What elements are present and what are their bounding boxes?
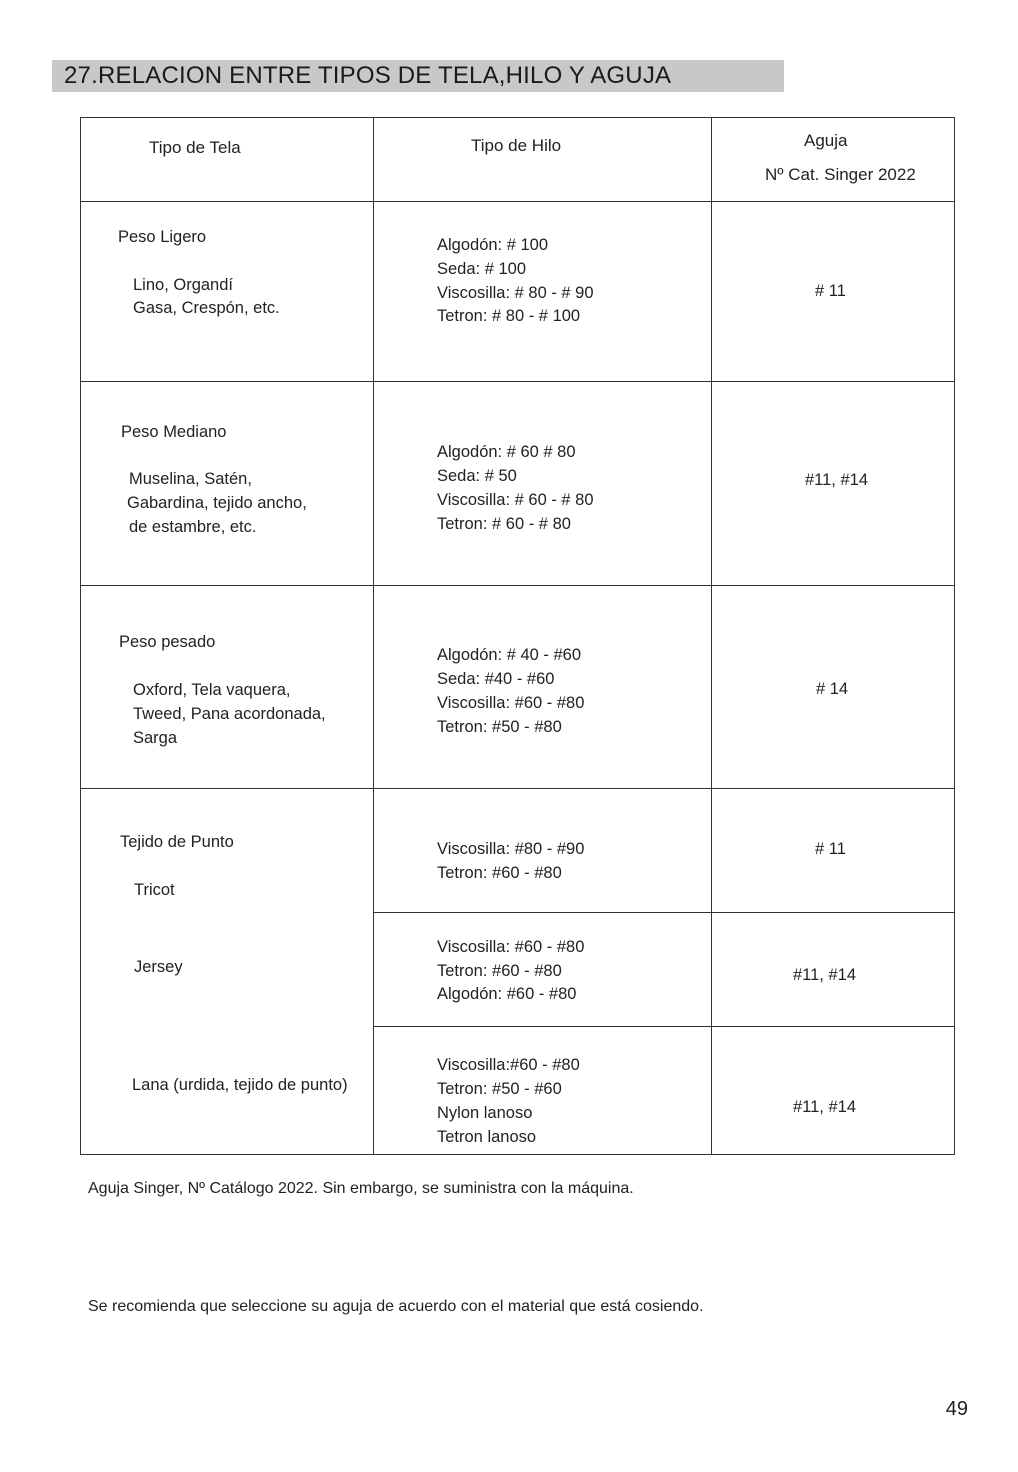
thread-spec: Tetron: #50 - #80 xyxy=(437,718,562,736)
fabric-examples: Gasa, Crespón, etc. xyxy=(133,299,280,317)
subrow-divider xyxy=(373,912,954,913)
thread-spec: Viscosilla: # 60 - # 80 xyxy=(437,491,594,509)
footnote-needle-recommendation: Se recomienda que seleccione su aguja de acuerdo con el material que está cosiendo. xyxy=(88,1298,704,1315)
thread-spec: Tetron: #50 - #60 xyxy=(437,1080,562,1098)
fabric-weight-title: Tejido de Punto xyxy=(120,833,234,851)
fabric-examples: Oxford, Tela vaquera, xyxy=(133,681,291,699)
knit-fabric-type: Tricot xyxy=(134,881,175,899)
section-title-bar xyxy=(52,60,784,92)
header-needle: Aguja xyxy=(804,131,848,150)
needle-size: # 11 xyxy=(815,282,846,300)
page-number: 49 xyxy=(945,1398,968,1420)
needle-size: #11, #14 xyxy=(793,1098,857,1116)
knit-fabric-type: Jersey xyxy=(134,958,183,976)
column-divider xyxy=(711,118,712,1154)
fabric-examples: Lino, Organdí xyxy=(133,276,233,294)
fabric-weight-title: Peso Mediano xyxy=(121,423,227,441)
footnote-needle-catalog: Aguja Singer, Nº Catálogo 2022. Sin embargo, se suministra con la máquina. xyxy=(88,1180,634,1197)
thread-spec: Algodón: # 40 - #60 xyxy=(437,646,582,664)
thread-spec: Tetron lanoso xyxy=(437,1128,537,1146)
row-divider xyxy=(81,788,954,789)
fabric-weight-title: Peso Ligero xyxy=(118,228,207,246)
thread-spec: Tetron: # 80 - # 100 xyxy=(437,307,581,325)
needle-size: #11, #14 xyxy=(805,471,869,489)
header-fabric: Tipo de Tela xyxy=(149,138,241,157)
thread-spec: Tetron: #60 - #80 xyxy=(437,864,562,882)
thread-spec: Seda: # 50 xyxy=(437,467,517,485)
thread-spec: Viscosilla:#60 - #80 xyxy=(437,1056,580,1074)
row-divider xyxy=(81,201,954,202)
fabric-examples: Sarga xyxy=(133,729,178,747)
needle-size: # 11 xyxy=(815,840,846,858)
thread-spec: Tetron: # 60 - # 80 xyxy=(437,515,571,533)
thread-spec: Tetron: #60 - #80 xyxy=(437,962,562,980)
needle-size: #11, #14 xyxy=(793,966,857,984)
thread-spec: Algodón: # 100 xyxy=(437,236,549,254)
thread-spec: Viscosilla: #60 - #80 xyxy=(437,938,585,956)
thread-spec: Viscosilla: # 80 - # 90 xyxy=(437,284,594,302)
thread-spec: Algodón: # 60 # 80 xyxy=(437,443,576,461)
header-thread: Tipo de Hilo xyxy=(471,136,562,155)
fabric-examples: Gabardina, tejido ancho, xyxy=(127,494,307,512)
row-divider xyxy=(81,585,954,586)
header-needle-catalog: Nº Cat. Singer 2022 xyxy=(765,165,916,184)
thread-spec: Algodón: #60 - #80 xyxy=(437,985,577,1003)
thread-spec: Viscosilla: #60 - #80 xyxy=(437,694,585,712)
thread-spec: Viscosilla: #80 - #90 xyxy=(437,840,585,858)
thread-spec: Seda: # 100 xyxy=(437,260,526,278)
fabric-examples: Muselina, Satén, xyxy=(129,470,252,488)
subrow-divider xyxy=(373,1026,954,1027)
thread-spec: Seda: #40 - #60 xyxy=(437,670,555,688)
section-title: 27.RELACION ENTRE TIPOS DE TELA,HILO Y AGUJA xyxy=(64,62,672,89)
fabric-examples: Tweed, Pana acordonada, xyxy=(133,705,326,723)
fabric-weight-title: Peso pesado xyxy=(119,633,216,651)
needle-size: # 14 xyxy=(816,680,849,698)
column-divider xyxy=(373,118,374,1154)
row-divider xyxy=(81,381,954,382)
fabric-examples: de estambre, etc. xyxy=(129,518,257,536)
fabric-thread-needle-table xyxy=(80,117,955,1155)
knit-fabric-type: Lana (urdida, tejido de punto) xyxy=(132,1076,348,1094)
thread-spec: Nylon lanoso xyxy=(437,1104,533,1122)
